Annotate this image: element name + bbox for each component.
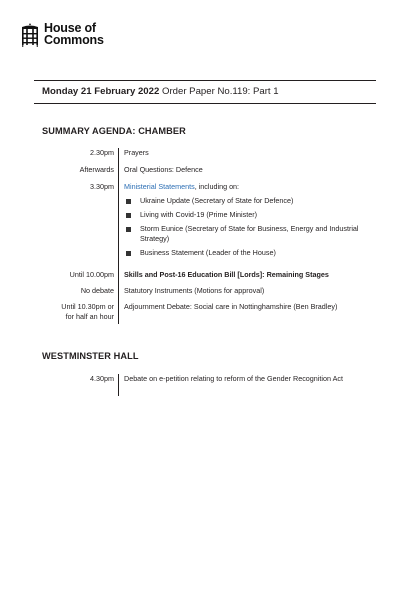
agenda-time-line: Until 10.30pm or	[61, 302, 114, 311]
agenda-time	[42, 302, 118, 324]
agenda-row-statutory	[42, 286, 362, 302]
bullet-icon	[126, 227, 131, 232]
top-divider	[34, 80, 376, 81]
agenda-item: Oral Questions: Defence	[118, 165, 362, 182]
statement-label: Ukraine Update (Secretary of State for Defence)	[140, 196, 294, 205]
statements-suffix: , including on:	[194, 182, 240, 191]
agenda-row-statements	[42, 182, 362, 270]
bullet-icon	[126, 199, 131, 204]
logo-line-2: Commons	[44, 33, 104, 47]
agenda-item	[118, 182, 362, 270]
statement-label: Living with Covid-19 (Prime Minister)	[140, 210, 258, 219]
statement-label: Business Statement (Leader of the House)	[140, 248, 276, 257]
agenda-item: Debate on e-petition relating to reform of the Gender Recognition Act	[118, 374, 362, 396]
agenda-row-skills-bill	[42, 270, 362, 286]
ministerial-statements-link[interactable]: Ministerial Statements	[124, 182, 195, 191]
statement-label: Storm Eunice (Secretary of State for Business, Energy and Industrial Strategy)	[140, 224, 359, 243]
statement-item	[124, 196, 362, 210]
statement-item	[124, 210, 362, 224]
agenda-row-adjournment	[42, 302, 362, 324]
logo-text	[44, 22, 104, 46]
westminster-hall-heading: WESTMINSTER HALL	[42, 351, 139, 361]
agenda-row-oral-questions	[42, 165, 362, 182]
bullet-icon	[126, 213, 131, 218]
agenda-time: 2.30pm	[90, 148, 114, 157]
agenda-item: Statutory Instruments (Motions for approval)	[118, 286, 362, 302]
portcullis-icon	[20, 23, 40, 47]
chamber-heading: SUMMARY AGENDA: CHAMBER	[42, 126, 186, 136]
order-paper-number: Order Paper No.119: Part 1	[161, 86, 279, 97]
chamber-agenda	[42, 148, 362, 324]
statement-item	[124, 248, 362, 258]
bottom-divider	[34, 103, 376, 104]
house-of-commons-logo	[20, 22, 104, 47]
agenda-time: 4.30pm	[90, 374, 114, 383]
agenda-time: No debate	[80, 286, 114, 295]
agenda-row-prayers	[42, 148, 362, 165]
order-paper-title	[42, 86, 279, 97]
agenda-time-line: for half an hour	[65, 312, 114, 321]
sitting-date: Monday 21 February 2022	[42, 86, 160, 97]
agenda-item: Prayers	[118, 148, 362, 165]
agenda-time: 3.30pm	[90, 182, 114, 191]
logo-line-1: House of	[44, 21, 96, 35]
agenda-time: Afterwards	[79, 165, 114, 174]
agenda-row-debate	[42, 374, 362, 396]
agenda-item: Skills and Post-16 Education Bill [Lords]: Remaining Stages	[118, 270, 362, 286]
bullet-icon	[126, 251, 131, 256]
agenda-time: Until 10.00pm	[69, 270, 114, 279]
agenda-item: Adjournment Debate: Social care in Nottinghamshire (Ben Bradley)	[118, 302, 362, 324]
westminster-hall-agenda	[42, 374, 362, 396]
statement-item	[124, 224, 362, 248]
